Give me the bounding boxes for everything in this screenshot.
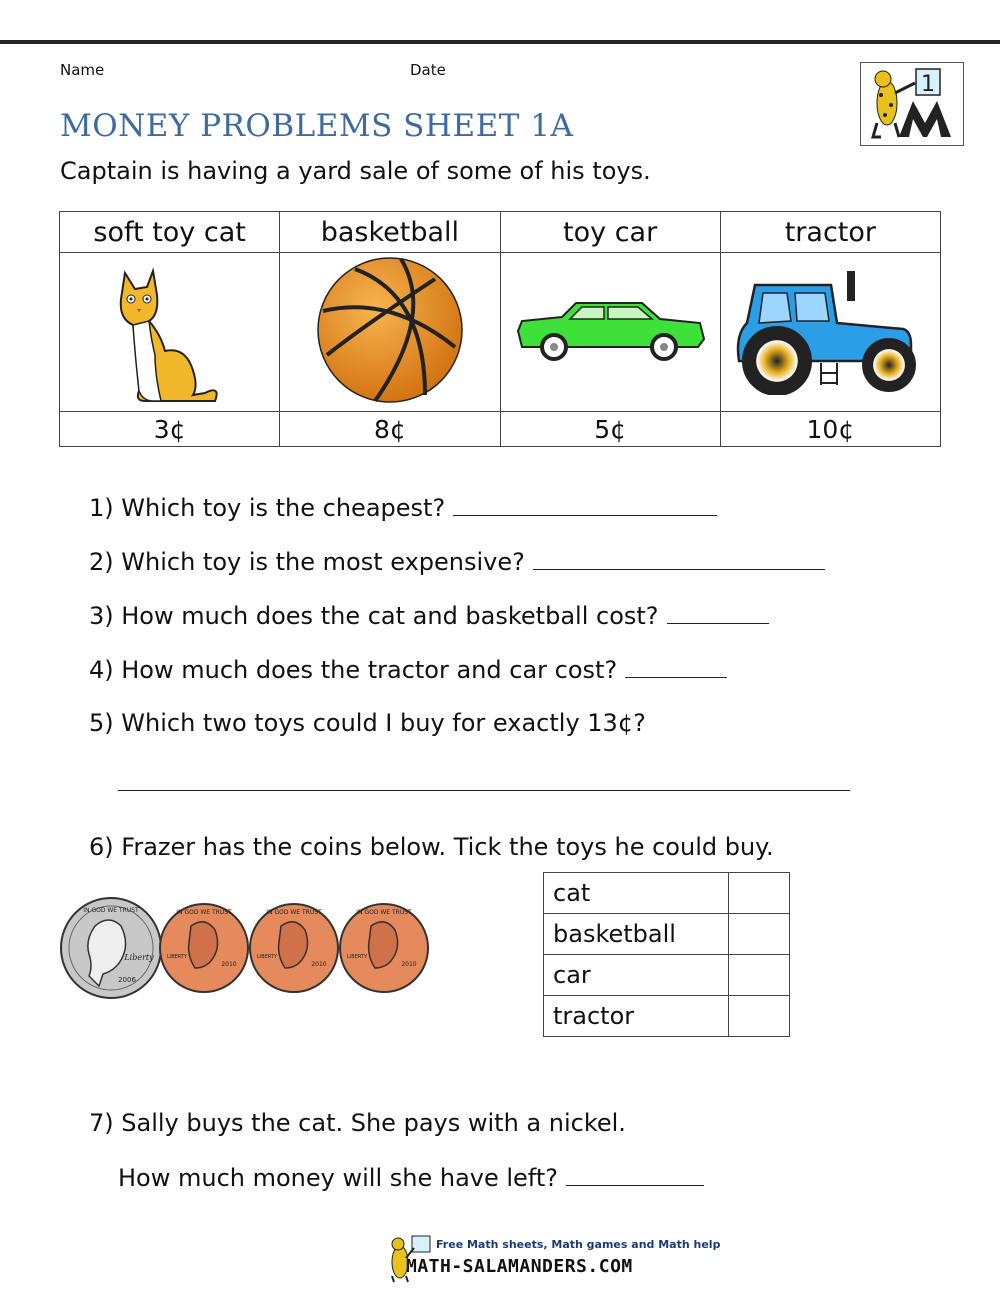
car-image-cell xyxy=(500,253,720,412)
car-icon xyxy=(512,295,708,365)
top-rule xyxy=(0,40,1000,44)
tractor-icon xyxy=(727,265,933,395)
question-5: 5) Which two toys could I buy for exactly 13¢? xyxy=(89,709,646,737)
salamander-logo xyxy=(860,62,964,146)
penny-icon-1 xyxy=(160,904,248,992)
nickel-top-text: IN GOD WE TRUST xyxy=(83,907,139,914)
answer-line-3[interactable] xyxy=(667,601,769,624)
price-basketball: 8¢ xyxy=(280,412,500,447)
penny-2-year: 2010 xyxy=(311,961,327,968)
penny-icon-3 xyxy=(340,904,428,992)
question-3 xyxy=(89,601,769,630)
footer-site: MATH-SALAMANDERS.COM xyxy=(406,1256,633,1277)
basketball-image-cell xyxy=(280,253,500,412)
tick-label-basketball: basketball xyxy=(544,914,729,955)
grade-badge: 1 xyxy=(921,72,935,97)
tick-box-tractor[interactable] xyxy=(729,996,790,1037)
tick-box-basketball[interactable] xyxy=(729,914,790,955)
tick-label-cat: cat xyxy=(544,873,729,914)
tick-label-tractor: tractor xyxy=(544,996,729,1037)
answer-line-7[interactable] xyxy=(566,1163,704,1186)
toy-price-table xyxy=(59,211,941,447)
question-2 xyxy=(89,547,825,576)
penny-2-side-text: LIBERTY xyxy=(256,954,278,960)
penny-3-top-text: IN GOD WE TRUST xyxy=(356,909,412,916)
question-7-part-2-text: How much money will she have left? xyxy=(118,1164,558,1192)
question-2-text: 2) Which toy is the most expensive? xyxy=(89,548,525,576)
page-title: MONEY PROBLEMS SHEET 1A xyxy=(60,108,574,144)
penny-icon-2 xyxy=(250,904,338,992)
penny-3-side-text: LIBERTY xyxy=(346,954,368,960)
toy-name-basketball: basketball xyxy=(280,212,500,253)
nickel-year: 2006 xyxy=(118,976,136,984)
question-7: 7) Sally buys the cat. She pays with a nickel. xyxy=(89,1109,626,1137)
answer-line-2[interactable] xyxy=(533,547,825,570)
intro-text: Captain is having a yard sale of some of his toys. xyxy=(60,157,651,185)
answer-line-4[interactable] xyxy=(625,655,727,678)
price-tractor: 10¢ xyxy=(720,412,940,447)
footer-logo xyxy=(380,1232,721,1284)
toy-name-car: toy car xyxy=(500,212,720,253)
basketball-icon xyxy=(315,255,465,405)
penny-3-year: 2010 xyxy=(401,961,417,968)
penny-1-top-text: IN GOD WE TRUST xyxy=(176,909,232,916)
penny-1-side-text: LIBERTY xyxy=(166,954,188,960)
question-6: 6) Frazer has the coins below. Tick the toys he could buy. xyxy=(89,833,774,861)
nickel-icon xyxy=(61,898,161,998)
question-7-part-2 xyxy=(118,1163,704,1192)
footer-tagline: Free Math sheets, Math games and Math help xyxy=(436,1238,721,1251)
price-car: 5¢ xyxy=(500,412,720,447)
tick-box-car[interactable] xyxy=(729,955,790,996)
penny-1-year: 2010 xyxy=(221,961,237,968)
question-4 xyxy=(89,655,727,684)
tick-box-cat[interactable] xyxy=(729,873,790,914)
cat-icon xyxy=(95,255,245,405)
question-3-text: 3) How much does the cat and basketball cost? xyxy=(89,602,659,630)
toy-name-cat: soft toy cat xyxy=(60,212,280,253)
toy-name-tractor: tractor xyxy=(720,212,940,253)
tick-label-car: car xyxy=(544,955,729,996)
cat-image-cell xyxy=(60,253,280,412)
name-label: Name xyxy=(60,61,105,79)
coins-row xyxy=(59,896,439,1000)
tick-table xyxy=(543,872,790,1037)
question-4-text: 4) How much does the tractor and car cost? xyxy=(89,656,618,684)
price-cat: 3¢ xyxy=(60,412,280,447)
penny-2-top-text: IN GOD WE TRUST xyxy=(266,909,322,916)
answer-line-5[interactable] xyxy=(118,790,850,791)
answer-line-1[interactable] xyxy=(453,493,717,516)
question-1 xyxy=(89,493,717,522)
tractor-image-cell xyxy=(720,253,940,412)
date-label: Date xyxy=(410,61,446,79)
question-1-text: 1) Which toy is the cheapest? xyxy=(89,494,446,522)
nickel-side-text: Liberty xyxy=(124,953,154,962)
